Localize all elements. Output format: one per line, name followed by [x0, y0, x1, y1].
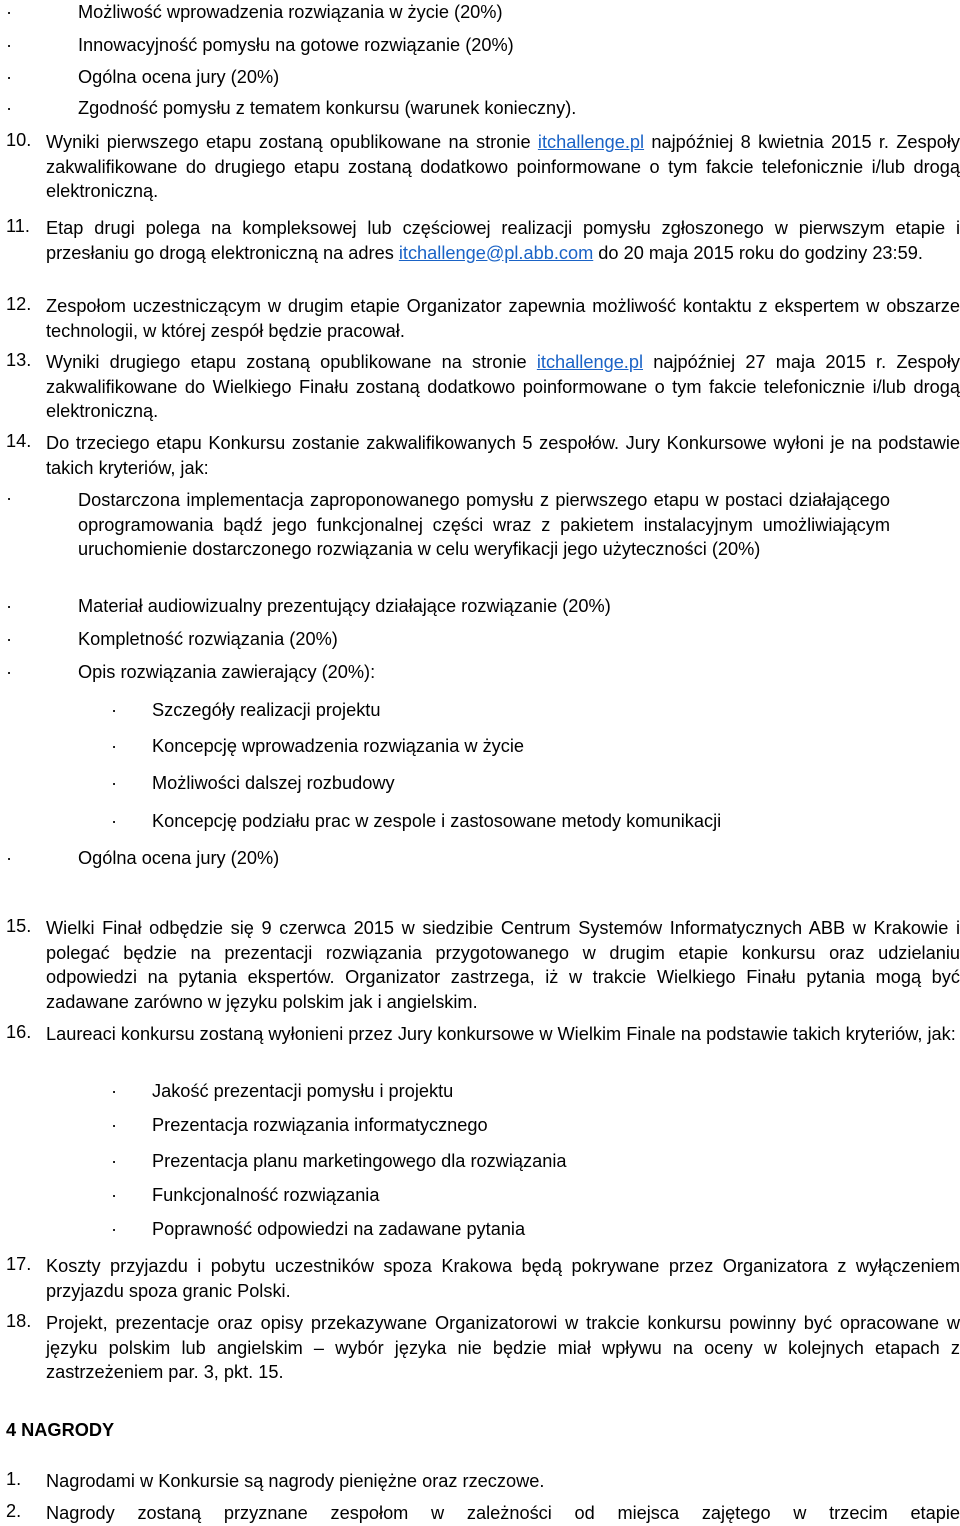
bullet-glyph: · [6, 488, 13, 508]
itchallenge-link[interactable]: itchallenge.pl [537, 132, 645, 152]
paragraph-body: Koszty przyjazdu i pobytu uczestników spoza Krakowa będą pokrywane przez Organizatora z wyłączeniem przyjazdu spoza granic Polski. [46, 1256, 960, 1301]
bullet-text: Dostarczona implementacja zaproponowanego pomysłu z pierwszego etapu w postaci działającego oprogramowania bądź jego funkcjonalnej części wraz z pakietem instalacyjnym umożliwiającym uruchomienie dostarczonego rozwiązania w celu weryfikacji jego użyteczności (20%) [78, 490, 890, 559]
text: najpóźniej 8 kwietnia 2015 r. Zespoły zakwalifikowane do drugiego etapu zostaną dodatkowo poinformowane o tym fakcie telefonicznie i/lub drogą elektroniczną. [46, 132, 960, 201]
sub-bullet-text: Funkcjonalność rozwiązania [152, 1185, 380, 1205]
bullet-glyph: · [111, 811, 118, 831]
bullet-glyph: · [6, 662, 13, 682]
bullet-glyph: · [111, 1219, 118, 1239]
paragraph-number: 12. [6, 294, 32, 314]
bullet-glyph: · [6, 629, 13, 649]
bullet-text: Ogólna ocena jury (20%) [78, 848, 280, 868]
section-title: 4 NAGRODY [6, 1420, 115, 1440]
bullet-text: Zgodność pomysłu z tematem konkursu (warunek konieczny). [78, 98, 577, 118]
paragraph-body [46, 216, 960, 265]
bullet-glyph: · [111, 1151, 118, 1171]
bullet-glyph: · [111, 736, 118, 756]
sub-bullet-text: Koncepcję wprowadzenia rozwiązania w życie [152, 736, 525, 756]
bullet-glyph: · [6, 98, 13, 118]
text: najpóźniej 27 maja 2015 r. Zespoły zakwalifikowane do Wielkiego Finału zostaną dodatkowo poinformowane o tym fakcie telefonicznie i/lub drogą elektroniczną. [46, 352, 960, 421]
bullet-glyph: · [111, 773, 118, 793]
bullet-glyph: · [6, 35, 13, 55]
paragraph-number: 11. [6, 216, 30, 236]
bullet-glyph: · [6, 2, 13, 22]
bullet-text: Kompletność rozwiązania (20%) [78, 629, 338, 649]
bullet-glyph: · [111, 700, 118, 720]
bullet-glyph: · [6, 848, 13, 868]
itchallenge-link[interactable]: itchallenge.pl [536, 352, 644, 372]
sub-bullet-text: Prezentacja planu marketingowego dla rozwiązania [152, 1151, 567, 1171]
email-link[interactable]: itchallenge@pl.abb.com [398, 242, 594, 263]
paragraph-body: Nagrody zostaną przyznane zespołom w zależności od miejsca zajętego w trzecim etapie [46, 1503, 960, 1523]
bullet-glyph: · [111, 1081, 118, 1101]
paragraph-number: 18. [6, 1311, 32, 1331]
sub-bullet-text: Szczegóły realizacji projektu [152, 700, 381, 720]
bullet-glyph: · [6, 67, 13, 87]
sub-bullet-text: Prezentacja rozwiązania informatycznego [152, 1115, 488, 1135]
bullet-glyph: · [111, 1185, 118, 1205]
sub-bullet-text: Możliwości dalszej rozbudowy [152, 773, 395, 793]
paragraph-number: 16. [6, 1022, 32, 1042]
paragraph-body [46, 130, 960, 204]
paragraph-number: 2. [6, 1501, 22, 1521]
paragraph-body: Do trzeciego etapu Konkursu zostanie zakwalifikowanych 5 zespołów. Jury Konkursowe wyłoni je na podstawie takich kryteriów, jak: [46, 433, 960, 478]
bullet-text: Możliwość wprowadzenia rozwiązania w życie (20%) [78, 2, 503, 22]
paragraph-number: 15. [6, 916, 32, 936]
paragraph-body: Laureaci konkursu zostaną wyłonieni przez Jury konkursowe w Wielkim Finale na podstawie takich kryteriów, jak: [46, 1024, 956, 1044]
bullet-text: Opis rozwiązania zawierający (20%): [78, 662, 376, 682]
sub-bullet-text: Koncepcję podziału prac w zespole i zastosowane metody komunikacji [152, 811, 722, 831]
paragraph-body: Wielki Finał odbędzie się 9 czerwca 2015 w siedzibie Centrum Systemów Informatycznych ABB w Krakowie i polegać będzie na prezentacji rozwiązania przygotowanego w drugim etapie konkursu oraz udzielaniu odpowiedzi na pytania ekspertów. Organizator zastrzega, iż w trakcie Wielkiego Finału pytania mogą być zadawane zarówno w języku polskim jak i angielskim. [46, 918, 960, 1012]
bullet-text: Ogólna ocena jury (20%) [78, 67, 280, 87]
paragraph-number: 14. [6, 431, 32, 451]
paragraph-number: 17. [6, 1254, 32, 1274]
text: Etap drugi polega na kompleksowej lub częściowej realizacji pomysłu zgłoszonego w pierwszym etapie i przesłaniu go drogą elektroniczną na adres [46, 218, 960, 263]
text: do 20 maja 2015 roku do godziny 23:59. [593, 242, 923, 263]
paragraph-number: 10. [6, 130, 32, 150]
sub-bullet-text: Poprawność odpowiedzi na zadawane pytania [152, 1219, 526, 1239]
bullet-text: Innowacyjność pomysłu na gotowe rozwiązanie (20%) [78, 35, 514, 55]
paragraph-body: Nagrodami w Konkursie są nagrody pieniężne oraz rzeczowe. [46, 1471, 545, 1491]
paragraph-body [46, 350, 960, 424]
paragraph-body: Zespołom uczestniczącym w drugim etapie Organizator zapewnia możliwość kontaktu z ekspertem w obszarze technologii, w której zespół będzie pracował. [46, 296, 960, 341]
paragraph-number: 1. [6, 1469, 22, 1489]
bullet-glyph: · [111, 1115, 118, 1135]
bullet-text: Materiał audiowizualny prezentujący działające rozwiązanie (20%) [78, 596, 611, 616]
bullet-glyph: · [6, 596, 13, 616]
text: Wyniki drugiego etapu zostaną opublikowane na stronie [46, 352, 537, 372]
paragraph-number: 13. [6, 350, 32, 370]
text: Wyniki pierwszego etapu zostaną opublikowane na stronie [46, 132, 538, 152]
sub-bullet-text: Jakość prezentacji pomysłu i projektu [152, 1081, 454, 1101]
paragraph-body: Projekt, prezentacje oraz opisy przekazywane Organizatorowi w trakcie konkursu powinny być opracowane w języku polskim lub angielskim – wybór języka nie będzie miał wpływu na oceny w kolejnych etapach z zastrzeżeniem par. 3, pkt. 15. [46, 1313, 960, 1382]
